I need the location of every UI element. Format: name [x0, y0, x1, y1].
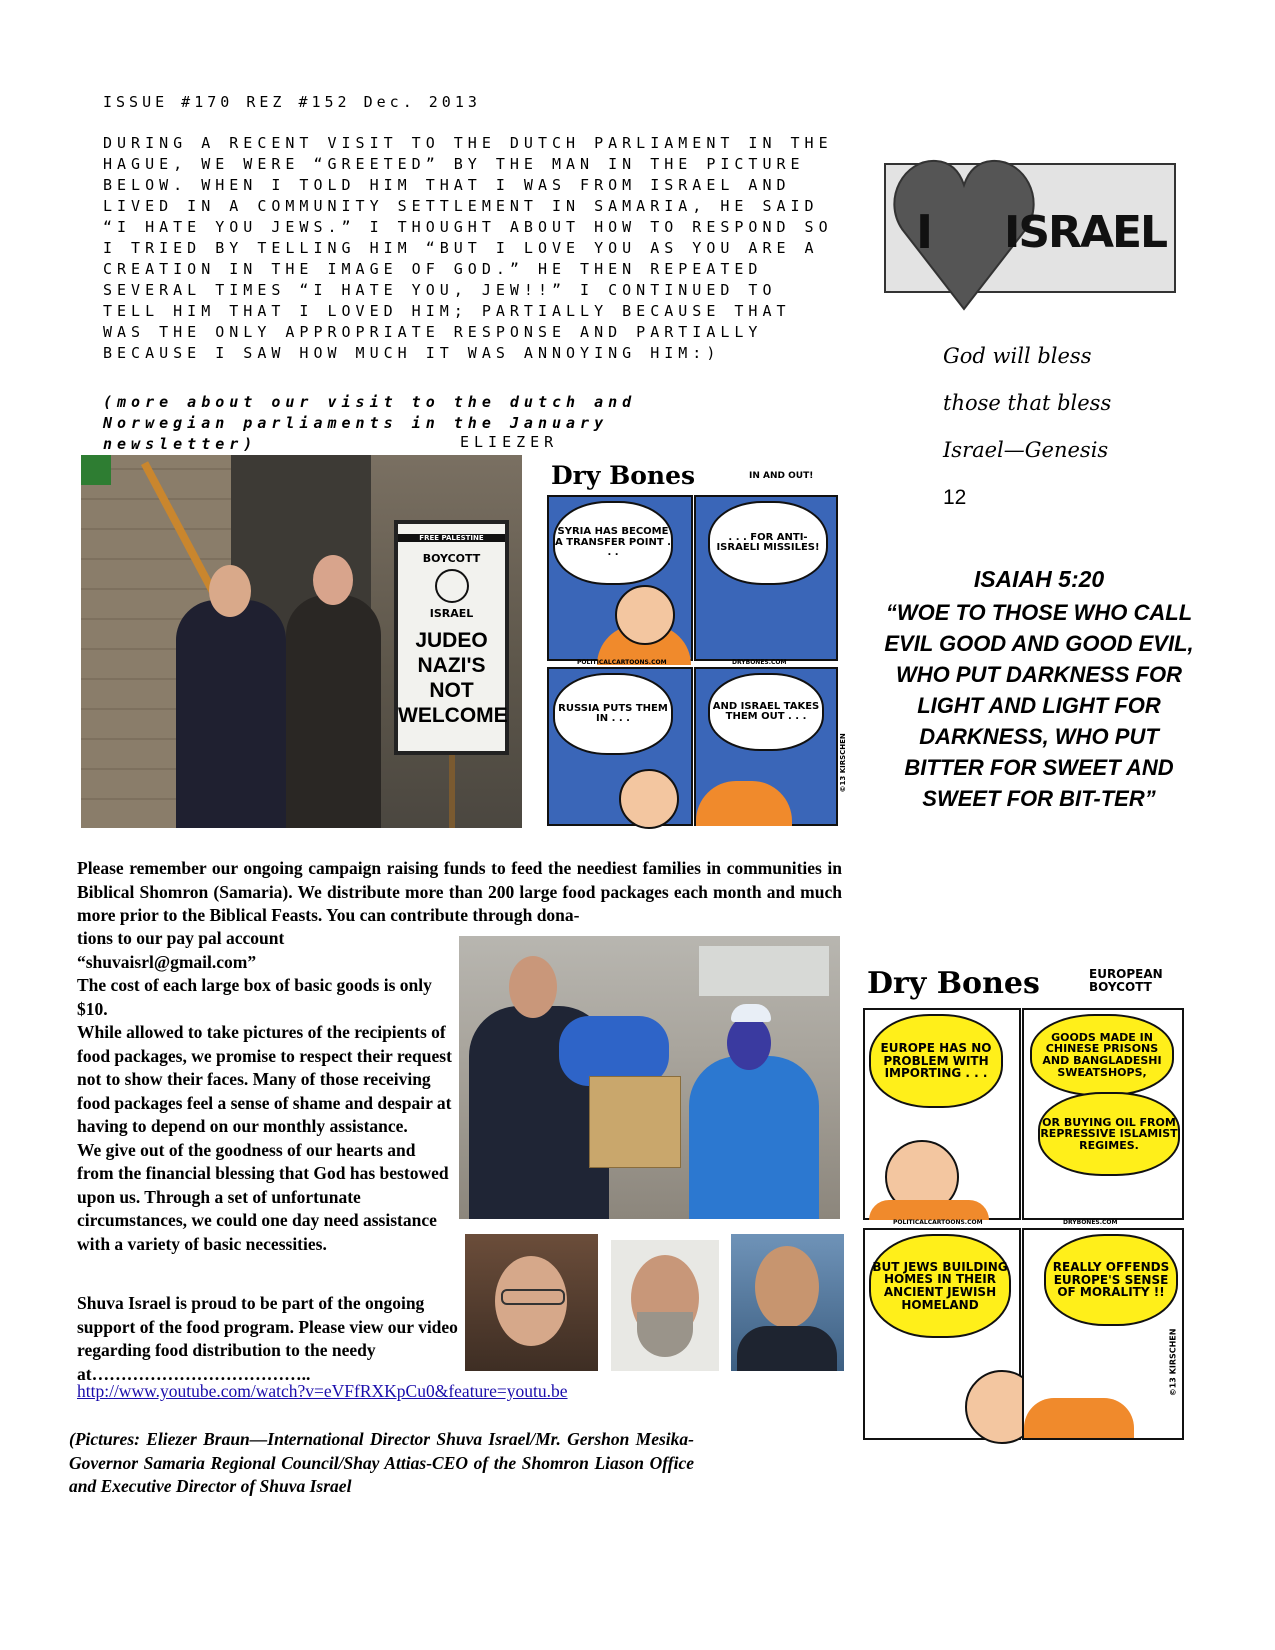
- person-jacket: [286, 595, 381, 828]
- protest-photo: [81, 455, 522, 828]
- portrait-gershon-mesika: [611, 1240, 719, 1371]
- intro-signature: ELIEZER: [460, 433, 559, 451]
- comic2-credit-left: POLITICALCARTOONS.COM: [893, 1219, 983, 1226]
- comic1-credit-left: POLITICALCARTOONS.COM: [577, 659, 667, 666]
- issue-line: ISSUE #170 REZ #152 Dec. 2013: [103, 93, 481, 111]
- comic2-bubble2: GOODS MADE IN CHINESE PRISONS AND BANGLADESHI SWEATSHOPS,: [1030, 1014, 1174, 1096]
- blessing-line-3: Israel—Genesis: [943, 438, 1109, 462]
- pictures-caption: (Pictures: Eliezer Braun—International Director Shuva Israel/Mr. Gershon Mesika-Governor Samaria Regional Council/Shay Attias-CEO of the Shomron Liason Office and Executive Director of Shuva Israel: [69, 1429, 694, 1496]
- comic2-char2-shirt: [1024, 1398, 1134, 1438]
- scripture-text: “WOE TO THOSE WHO CALL EVIL GOOD AND GOOD EVIL, WHO PUT DARKNESS FOR LIGHT AND LIGHT FOR DARKNESS, WHO PUT BITTER FOR SWEET AND SWEET FOR BIT-TER”: [884, 600, 1194, 811]
- sign-post: [449, 755, 455, 828]
- logo-i: I: [916, 205, 934, 259]
- sign-main: JUDEO NAZI'S NOT WELCOME: [398, 629, 508, 727]
- comic1-panel3: [547, 667, 693, 826]
- comic2-panel3: [863, 1228, 1021, 1440]
- comic2-signature: ©13 KIRSCHEN: [1168, 1328, 1178, 1397]
- comic2-panel2: [1022, 1008, 1184, 1220]
- portrait-eliezer-braun: [465, 1234, 598, 1371]
- comic1-panel1: [547, 495, 693, 661]
- comic1-char2-shirt: [696, 781, 792, 826]
- campaign-left-column: [77, 927, 455, 1256]
- protest-sign: [394, 520, 509, 755]
- sign-symbol: [435, 569, 469, 603]
- scripture-ref: ISAIAH 5:20: [973, 566, 1105, 592]
- logo-israel: ISRAEL: [1004, 207, 1167, 258]
- cardboard-box: [589, 1076, 681, 1168]
- comic1-bubble2: . . . FOR ANTI-ISRAELI MISSILES!: [708, 501, 828, 585]
- intro-note-text: (more about our visit to the dutch and Norwegian parliaments in the January newsletter): [103, 393, 637, 453]
- youtube-link[interactable]: http://www.youtube.com/watch?v=eVFfRXKpCu0&feature=youtu.be: [77, 1381, 568, 1401]
- comic1-bubble4: AND ISRAEL TAKES THEM OUT . . .: [708, 673, 824, 751]
- comic1-char2-face: [619, 769, 679, 829]
- portrait3-suit: [737, 1326, 837, 1371]
- campaign-p1-tail: tions to our pay pal account: [77, 928, 285, 948]
- goodness-text: We give out of the goodness of our hearts and from the financial blessing that God has bestowed upon us. Through a set of unfortunate circumstances, we could one day need assistance with a variety of basic necessities.: [77, 1139, 449, 1254]
- blessing-line-4: 12: [943, 486, 967, 509]
- cost-text: The cost of each large box of basic goods is only $10.: [77, 975, 432, 1019]
- paypal-address: “shuvaisrl@gmail.com”: [77, 951, 257, 972]
- person-suit: [176, 600, 286, 828]
- comic2-bubble2b: OR BUYING OIL FROM REPRESSIVE ISLAMIST REGIMES.: [1038, 1092, 1180, 1176]
- sign-israel: ISRAEL: [429, 607, 474, 620]
- comic2-credit-right: DRYBONES.COM: [1063, 1219, 1118, 1226]
- blessing-line-1: God will bless: [943, 344, 1092, 368]
- portrait-shay-attias: [731, 1234, 844, 1371]
- comic2-bubble3: BUT JEWS BUILDING HOMES IN THEIR ANCIENT JEWISH HOMELAND: [869, 1234, 1011, 1338]
- comic2-panel4: [1022, 1228, 1184, 1440]
- comic1-bubble1: SYRIA HAS BECOME A TRANSFER POINT . . .: [553, 501, 673, 585]
- recipient-face-hidden: [727, 1016, 771, 1070]
- comic1-bubble3: RUSSIA PUTS THEM IN . . .: [553, 673, 673, 755]
- comic1-credit-right: DRYBONES.COM: [732, 659, 787, 666]
- face-left: [209, 565, 251, 617]
- i-love-israel-logo: [884, 163, 1176, 293]
- recipient-body: [689, 1056, 819, 1219]
- comic1-signature: ©13 KIRSCHEN: [838, 733, 847, 793]
- comic2-subtitle: EUROPEAN BOYCOTT: [1089, 967, 1163, 995]
- campaign-paragraph1: [77, 857, 842, 928]
- warehouse-window: [699, 946, 829, 996]
- volunteer-face: [509, 956, 557, 1018]
- comic2-bubble1: EUROPE HAS NO PROBLEM WITH IMPORTING . . .: [869, 1014, 1003, 1108]
- portrait1-glasses: [501, 1289, 565, 1305]
- intro-note: [103, 392, 743, 455]
- campaign-p1-text: Please remember our ongoing campaign raising funds to feed the neediest families in communities in Biblical Shomron (Samaria). We distribute more than 200 large food packages each month and much more prior to the Biblical Feasts. You can contribute through dona-: [77, 858, 842, 925]
- sign-boycott: BOYCOTT: [422, 552, 481, 565]
- portrait2-beard: [637, 1312, 693, 1357]
- sign-top: FREE PALESTINE: [398, 534, 505, 542]
- comic1-subtitle: IN AND OUT!: [749, 471, 814, 481]
- comic1-char1-face: [615, 585, 675, 645]
- comic1-panel4: [694, 667, 847, 826]
- blessing: [943, 333, 1143, 521]
- portrait3-face: [755, 1246, 819, 1328]
- comic-in-and-out: [547, 461, 847, 824]
- blessing-line-2: those that bless: [943, 391, 1112, 415]
- flag: [81, 455, 111, 485]
- kippah: [731, 1004, 771, 1022]
- intro-text: [103, 133, 838, 364]
- privacy-text: While allowed to take pictures of the recipients of food packages, we promise to respect their request not to show their faces. Many of those receiving food packages feel a sense of shame and despair at having to depend on our monthly assistance.: [77, 1022, 452, 1136]
- comic1-title: Dry Bones: [551, 461, 696, 490]
- food-distribution-photo: [459, 936, 840, 1219]
- comic2-bubble4: REALLY OFFENDS EUROPE'S SENSE OF MORALITY !!: [1044, 1234, 1178, 1326]
- face-right: [313, 555, 353, 605]
- comic-european-boycott: [863, 963, 1185, 1438]
- comic1-panel2: [694, 495, 838, 661]
- proud-text: Shuva Israel is proud to be part of the ongoing support of the food program. Please view our video regarding food distribution to the needy at………………………………..: [77, 1293, 458, 1384]
- comic2-char1-shirt: [869, 1200, 989, 1220]
- comic2-panel1: [863, 1008, 1021, 1220]
- comic2-title: Dry Bones: [867, 966, 1040, 1001]
- intro-body: DURING A RECENT VISIT TO THE DUTCH PARLIAMENT IN THE HAGUE, WE WERE “GREETED” BY THE MAN IN THE PICTURE BELOW. WHEN I TOLD HIM THAT I WAS FROM ISRAEL AND LIVED IN A COMMUNITY SETTLEMENT IN SAMARIA, HE SAID “I HATE YOU JEWS.” I THOUGHT ABOUT HOW TO RESPOND SO I TRIED BY TELLING HIM “BUT I LOVE YOU AS YOU ARE A CREATION IN THE IMAGE OF GOD.” HE THEN REPEATED SEVERAL TIMES “I HATE YOU, JEW!!” I CONTINUED TO TELL HIM THAT I LOVED HIM; PARTIALLY BECAUSE THAT WAS THE ONLY APPROPRIATE RESPONSE AND PARTIALLY BECAUSE I SAW HOW MUCH IT WAS ANNOYING HIM:): [103, 134, 833, 362]
